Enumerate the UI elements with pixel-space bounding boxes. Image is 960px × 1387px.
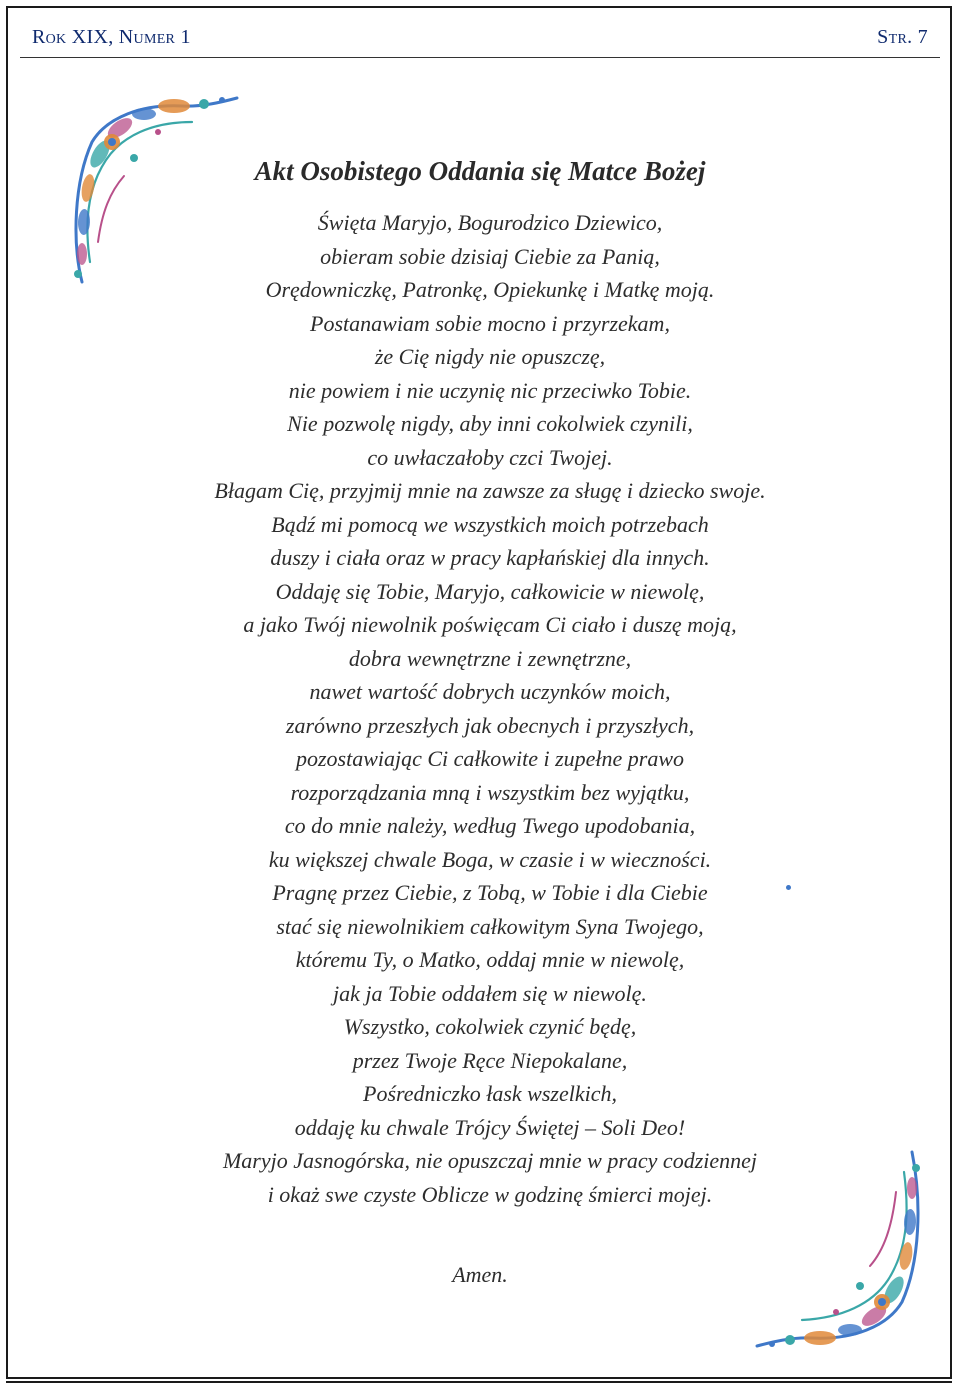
prayer-line: jak ja Tobie oddałem się w niewolę.: [333, 980, 647, 1006]
prayer-line: Święta Maryjo, Bogurodzico Dziewico,: [317, 210, 663, 235]
blue-dot-mark: [786, 885, 791, 890]
prayer-line: Postanawiam sobie mocno i przyrzekam,: [310, 310, 670, 336]
prayer-line: Nie pozwolę nigdy, aby inni cokolwiek czynili,: [287, 411, 693, 436]
prayer-line: rozporządzania mną i wszystkim bez wyjątku,: [290, 779, 690, 805]
prayer-line: Wszystko, cokolwiek czynić będę,: [343, 1014, 637, 1039]
page-frame-bottom-rule: [6, 1378, 952, 1383]
prayer-line: Pragnę przez Ciebie, z Tobą, w Tobie i dla Ciebie: [272, 880, 708, 905]
prayer-line: duszy i ciała oraz w pracy kapłańskiej dla innych.: [270, 545, 710, 570]
prayer-line: przez Twoje Ręce Niepokalane,: [352, 1047, 628, 1073]
prayer-line: nie powiem i nie uczynię nic przeciwko Tobie.: [288, 377, 692, 403]
issue-label: Rok XIX, Numer 1: [32, 26, 191, 48]
prayer-line: Maryjo Jasnogórska, nie opuszczaj mnie w pracy codziennej: [222, 1148, 758, 1173]
prayer-line: któremu Ty, o Matko, oddaj mnie w niewolę,: [295, 947, 685, 972]
prayer-line: dobra wewnętrzne i zewnętrzne,: [348, 645, 632, 671]
prayer-line: obieram sobie dzisiaj Ciebie za Panią,: [320, 243, 660, 269]
floral-corner-ornament-icon: [752, 1142, 932, 1357]
prayer-line: stać się niewolnikiem całkowitym Syna Twojego,: [276, 913, 704, 939]
prayer-line: pozostawiając Ci całkowite i zupełne prawo: [295, 746, 685, 771]
prayer-line: Orędowniczkę, Patronkę, Opiekunkę i Matkę moją.: [265, 277, 715, 302]
prayer-line: Błagam Cię, przyjmij mnie na zawsze za sługę i dziecko swoje.: [214, 478, 766, 503]
prayer-line: co uwłaczałoby czci Twojej.: [367, 444, 613, 470]
page-number: Str. 7: [877, 26, 928, 48]
prayer-closing: Amen.: [452, 1262, 508, 1287]
header-divider: [20, 57, 940, 58]
prayer-line: oddaję ku chwale Trójcy Świętej – Soli Deo!: [294, 1114, 686, 1140]
page-header: [20, 26, 940, 52]
prayer-line: Pośredniczko łask wszelkich,: [363, 1081, 617, 1106]
prayer-line: a jako Twój niewolnik poświęcam Ci ciało i duszę moją,: [243, 612, 737, 637]
prayer-line: Bądź mi pomocą we wszystkich moich potrzebach: [271, 511, 709, 537]
prayer-line: ku większej chwale Boga, w czasie i w wieczności.: [268, 846, 712, 872]
prayer-line: że Cię nigdy nie opuszczę,: [374, 344, 606, 369]
prayer-line: zarówno przeszłych jak obecnych i przyszłych,: [285, 712, 695, 738]
prayer-line: nawet wartość dobrych uczynków moich,: [309, 679, 671, 704]
prayer-line: co do mnie należy, według Twego upodobania,: [284, 813, 696, 838]
prayer-text: [120, 206, 860, 1211]
prayer-line: Oddaję się Tobie, Maryjo, całkowicie w niewolę,: [275, 578, 705, 604]
page-title: Akt Osobistego Oddania się Matce Bożej: [254, 156, 706, 187]
prayer-line: i okaż swe czyste Oblicze w godzinę śmierci mojej.: [267, 1181, 713, 1207]
